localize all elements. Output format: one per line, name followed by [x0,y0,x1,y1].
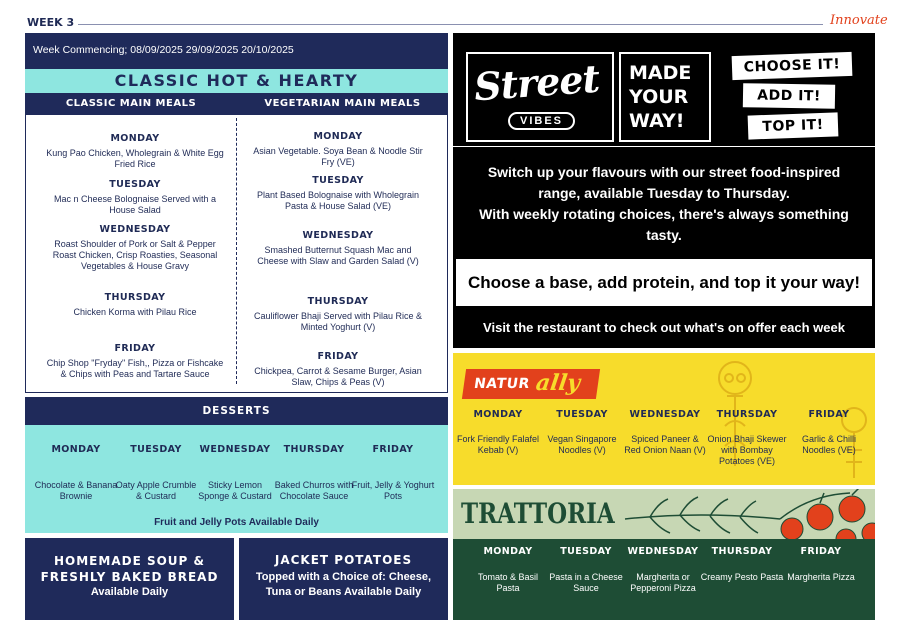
day-label: MONDAY [313,131,363,142]
day-label: MONDAY [110,133,160,144]
meal-text: Kung Pao Chicken, Wholegrain & White Egg Fried Rice [46,148,224,169]
vegetarian-col-title: VEGETARIAN MAIN MEALS [264,98,421,109]
soup-panel [25,538,234,620]
classic-thursday [45,292,225,318]
desserts-note: Fruit and Jelly Pots Available Daily [154,517,319,528]
jacket-title: JACKET POTATOES [274,553,413,567]
brand-logo: Innovate [830,13,888,28]
classic-col-title: CLASSIC MAIN MEALS [65,98,197,109]
classic-friday [45,343,225,380]
classic-title-bar [25,69,448,93]
veg-friday [248,351,428,388]
day-label: THURSDAY [711,546,773,557]
meal-text: Fruit, Jelly & Yoghurt Pots [351,480,435,501]
trattoria-friday [779,546,863,583]
day-label: TUESDAY [560,546,612,557]
choose-it-tag [732,52,853,80]
meal-text: Plant Based Bolognaise with Wholegrain Pasta & House Salad (VE) [256,190,420,211]
day-label: FRIDAY [800,546,842,557]
meal-text: Chickpea, Carrot & Sesame Burger, Asian Slaw, Chips & Peas (V) [254,366,422,387]
classic-left-dashes [25,118,26,384]
street-desc-part1: Switch up your flavours with our street food-inspired range, available [487,164,841,201]
meal-text: Onion Bhaji Skewer with Bombay Potatoes (VE) [707,434,787,466]
meal-text: Vegan Singapore Noodles (V) [547,434,617,455]
classic-title: CLASSIC HOT & HEARTY [114,71,359,90]
day-label: THURSDAY [283,444,345,455]
dessert-tuesday [114,444,198,502]
made-line-3: WAY! [629,110,685,132]
meal-text: Cauliflower Bhaji Served with Pilau Rice & Minted Yoghurt (V) [253,311,423,332]
meal-text: Roast Shoulder of Pork or Salt & Pepper Roast Chicken, Crisp Roasties, Seasonal Vegetables & House Gravy [52,239,218,271]
add-it-tag [743,83,835,109]
naturally-logo [462,369,600,399]
day-label: FRIDAY [114,343,156,354]
day-label: THURSDAY [716,409,778,420]
desserts-title: DESSERTS [202,405,271,417]
desserts-title-bar [25,397,448,425]
street-banner-text: Choose a base, add protein, and top it your way! [468,273,860,292]
naturally-wednesday [622,409,708,456]
choose-it-text: CHOOSE IT! [743,56,841,76]
meal-text: Spiced Paneer & Red Onion Naan (V) [624,434,706,455]
street-desc-part2: With weekly rotating choices, there's always something tasty. [479,206,849,243]
soup-title: HOMEMADE SOUP & FRESHLY BAKED BREAD [40,554,219,584]
column-divider [236,118,237,384]
meal-text: Garlic & Chilli Noodles (VE) [801,434,856,455]
week-commencing: Week Commencing; 08/09/2025 29/09/2025 20/10/2025 [33,44,294,56]
naturally-tuesday [540,409,624,456]
meal-text: Chocolate & Banana Brownie [34,480,118,501]
meal-text: Mac n Cheese Bolognaise Served with a House Salad [53,194,217,215]
day-label: WEDNESDAY [99,224,171,235]
jacket-subtitle: Topped with a Choice of: Cheese, Tuna or Beans Available Daily [255,571,432,598]
street-banner [456,259,872,306]
made-line-1: MADE [629,62,692,84]
day-label: WEDNESDAY [199,444,271,455]
street-description [470,162,858,246]
classic-wednesday [45,224,225,272]
meal-text: Chip Shop "Fryday" Fish,, Pizza or Fishcake & Chips with Peas and Tartare Sauce [46,358,224,379]
day-label: WEDNESDAY [627,546,699,557]
meal-text: Smashed Butternut Squash Mac and Cheese with Slaw and Garden Salad (V) [257,245,419,266]
meal-text: Tomato & Basil Pasta [477,572,539,593]
classic-right-dashes [447,118,448,384]
vibes-logo-word: VIBES [508,112,575,130]
column-titles-bar [25,93,448,115]
trattoria-monday [466,546,550,594]
classic-tuesday [45,179,225,216]
soup-subtitle: Available Daily [90,586,169,598]
dessert-monday [34,444,118,502]
made-your-way-box [619,52,711,142]
naturally-logo-b: ally [534,370,582,396]
naturally-friday [789,409,869,456]
street-footer: Visit the restaurant to check out what's on offer each week [483,320,845,335]
day-label: FRIDAY [808,409,850,420]
header-rule [78,24,823,25]
naturally-logo-a: NATUR [472,376,531,392]
day-label: TUESDAY [109,179,161,190]
top-it-tag [748,112,839,139]
meal-text: Sticky Lemon Sponge & Custard [198,480,272,501]
day-label: WEDNESDAY [629,409,701,420]
top-it-text: TOP IT! [762,116,824,136]
day-label: MONDAY [473,409,523,420]
day-label: THURSDAY [104,292,166,303]
meal-text: Fork Friendly Falafel Kebab (V) [456,434,540,455]
naturally-thursday [705,409,789,467]
trattoria-thursday [700,546,784,583]
street-divider [453,146,875,147]
day-label: TUESDAY [556,409,608,420]
dessert-friday [351,444,435,502]
trattoria-logo: TRATTORIA [461,497,615,530]
dessert-wednesday [193,444,277,502]
day-label: TUESDAY [130,444,182,455]
meal-text: Asian Vegetable. Soya Bean & Noodle Stir Fry (VE) [253,146,423,167]
day-label: MONDAY [483,546,533,557]
classic-monday [45,133,225,170]
jacket-panel [239,538,448,620]
dessert-thursday [272,444,356,502]
street-desc-days: Tuesday to Thursday. [647,185,790,201]
day-label: FRIDAY [372,444,414,455]
day-label: WEDNESDAY [302,230,374,241]
day-label: MONDAY [51,444,101,455]
meal-text: Oaty Apple Crumble & Custard [115,480,197,501]
day-label: TUESDAY [312,175,364,186]
week-commencing-bar [25,33,448,69]
meal-text: Margherita or Pepperoni Pizza [630,572,696,593]
meal-text: Baked Churros with Chocolate Sauce [274,480,354,501]
veg-monday [248,131,428,168]
trattoria-wednesday [620,546,706,594]
add-it-text: ADD IT! [757,87,821,105]
week-label: WEEK 3 [27,16,75,29]
veg-thursday [248,296,428,333]
veg-wednesday [248,230,428,267]
made-line-2: YOUR [629,86,689,108]
street-vibes-logo [466,52,614,142]
meal-text: Chicken Korma with Pilau Rice [73,307,197,317]
veg-tuesday [248,175,428,212]
street-logo-word: Street [472,55,601,110]
meal-text: Creamy Pesto Pasta [700,572,784,582]
meal-text: Margherita Pizza [787,572,855,582]
trattoria-tuesday [544,546,628,594]
naturally-monday [456,409,540,456]
meal-text: Pasta in a Cheese Sauce [549,572,623,593]
day-label: THURSDAY [307,296,369,307]
day-label: FRIDAY [317,351,359,362]
